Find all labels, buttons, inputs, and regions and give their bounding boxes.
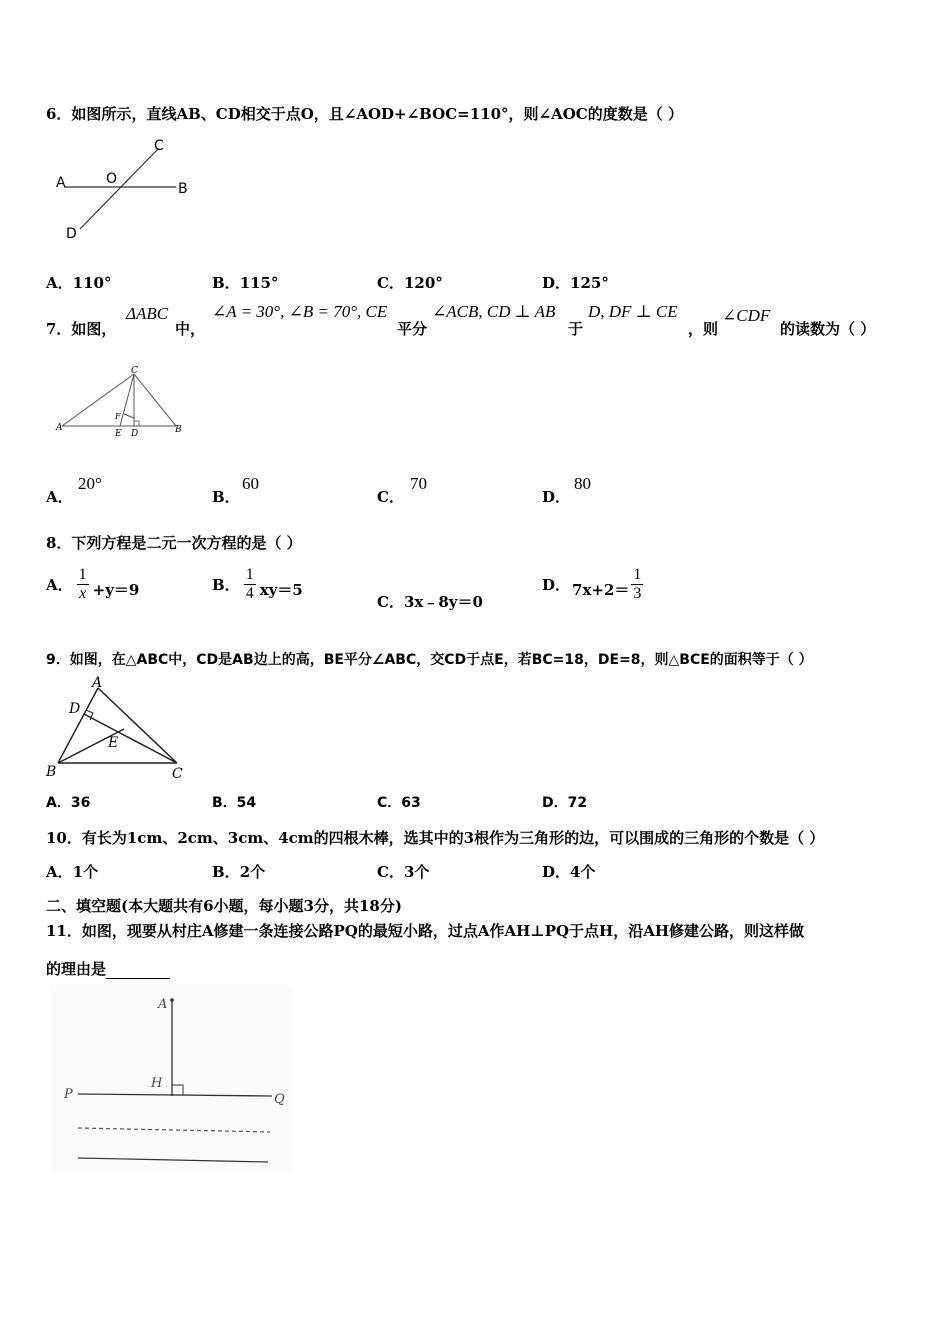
q10-option-d: D．4个 — [542, 863, 596, 881]
q8-option-d-fraction: $\frac{1}{3}$ — [633, 566, 642, 602]
q6-label-a: A — [56, 175, 66, 191]
q7-option-a: A． — [46, 488, 73, 506]
q9-stem: 9．如图，在△ABC中，CD是AB边上的高，BE平分∠ABC，交CD于点E，若BC=18，DE=8，则△BCE的面积等于（ ） — [46, 652, 813, 668]
q8-option-b-fraction: $\frac{1}{4}$ — [245, 566, 254, 602]
q11-line1: 11．如图，现要从村庄A修建一条连接公路PQ的最短小路，过点A作AH⊥PQ于点H，沿AH修建公路，则这样做 — [46, 922, 805, 940]
q7-label-d: D — [131, 429, 139, 439]
q11-label-q: Q — [274, 1092, 285, 1107]
q7-text-yu: 于 — [568, 320, 584, 338]
q7-label-a: A — [56, 423, 63, 433]
q7-label-c: C — [131, 366, 138, 376]
q7-text-end: 的读数为（ ） — [780, 320, 876, 338]
q7-label-f: F — [115, 412, 121, 421]
q11-answer-blank[interactable] — [106, 964, 170, 979]
q10-option-a: A．1个 — [46, 863, 99, 881]
q7-label-b: B — [175, 425, 182, 435]
q9-label-d: D — [69, 701, 81, 717]
q6-label-b: B — [178, 181, 188, 197]
q7-option-d-value: 80 — [574, 474, 591, 493]
q11-figure — [50, 986, 292, 1172]
q6-option-a: A．110° — [46, 274, 112, 292]
q7-option-c-value: 70 — [410, 474, 427, 493]
q6-stem: 6．如图所示，直线AB、CD相交于点O，且∠AOD+∠BOC=110°，则∠AOC的度数是（ ） — [46, 105, 683, 123]
q7-math-angles: ∠A = 30°, ∠B = 70°, CE — [212, 302, 388, 321]
q9-label-c: C — [172, 766, 183, 782]
q9-figure — [44, 676, 194, 786]
q8-option-b: B． $\frac{1}{4}$ xy＝5 — [212, 566, 303, 602]
q9-label-a: A — [92, 676, 103, 691]
q6-option-c: C．120° — [377, 274, 443, 292]
q9-option-c: C．63 — [377, 795, 421, 811]
q8-stem: 8．下列方程是二元一次方程的是（ ） — [46, 534, 302, 552]
q9-option-a: A．36 — [46, 795, 91, 811]
q6-option-b: B．115° — [212, 274, 279, 292]
q9-option-d: D．72 — [542, 795, 588, 811]
q7-label-e: E — [115, 429, 122, 439]
q8-option-c: C．3x﹣8y＝0 — [377, 593, 483, 611]
q7-option-b: B． — [212, 488, 240, 506]
q7-math-cdf: ∠CDF — [722, 306, 771, 325]
q9-option-b: B．54 — [212, 795, 257, 811]
q7-option-b-value: 60 — [242, 474, 259, 493]
q7-option-d: D． — [542, 488, 571, 506]
q7-text-pingfen: 平分 — [397, 320, 428, 338]
section2-title: 二、填空题(本大题共有6小题，每小题3分，共18分) — [46, 897, 402, 915]
q7-stem-prefix: 7．如图， — [46, 320, 117, 338]
q6-figure — [50, 135, 200, 245]
q6-label-c: C — [154, 138, 164, 154]
q11-label-p: P — [64, 1087, 73, 1102]
q6-label-o: O — [106, 171, 118, 187]
q10-option-b: B．2个 — [212, 863, 266, 881]
q7-math-df: D, DF ⊥ CE — [588, 302, 678, 321]
q7-text-ze: ，则 — [688, 320, 719, 338]
q6-option-d: D．125° — [542, 274, 609, 292]
q7-figure — [54, 364, 194, 444]
q10-option-c: C．3个 — [377, 863, 430, 881]
q11-line2: 的理由是 — [46, 958, 170, 979]
q11-label-h: H — [151, 1076, 163, 1091]
q10-stem: 10．有长为1cm、2cm、3cm、4cm的四根木棒，选其中的3根作为三角形的边，可以围成的三角形的个数是（ ） — [46, 829, 825, 847]
q6-label-d: D — [66, 226, 77, 242]
q7-option-a-value: 20° — [78, 474, 102, 493]
q7-math-triangle: ΔABC — [126, 304, 169, 323]
q7-option-c: C． — [377, 488, 404, 506]
q11-label-a: A — [158, 997, 168, 1012]
q9-label-b: B — [46, 764, 57, 780]
q8-option-d: D． 7x+2＝ $\frac{1}{3}$ — [542, 566, 642, 602]
q8-option-a-fraction: $\frac{1}{x}$ — [78, 566, 87, 602]
q7-math-acb: ∠ACB, CD ⊥ AB — [432, 302, 556, 321]
q9-label-e: E — [108, 735, 119, 751]
q8-option-a: A． $\frac{1}{x}$ +y＝9 — [46, 566, 140, 602]
q7-text-zhong: 中， — [175, 320, 206, 338]
